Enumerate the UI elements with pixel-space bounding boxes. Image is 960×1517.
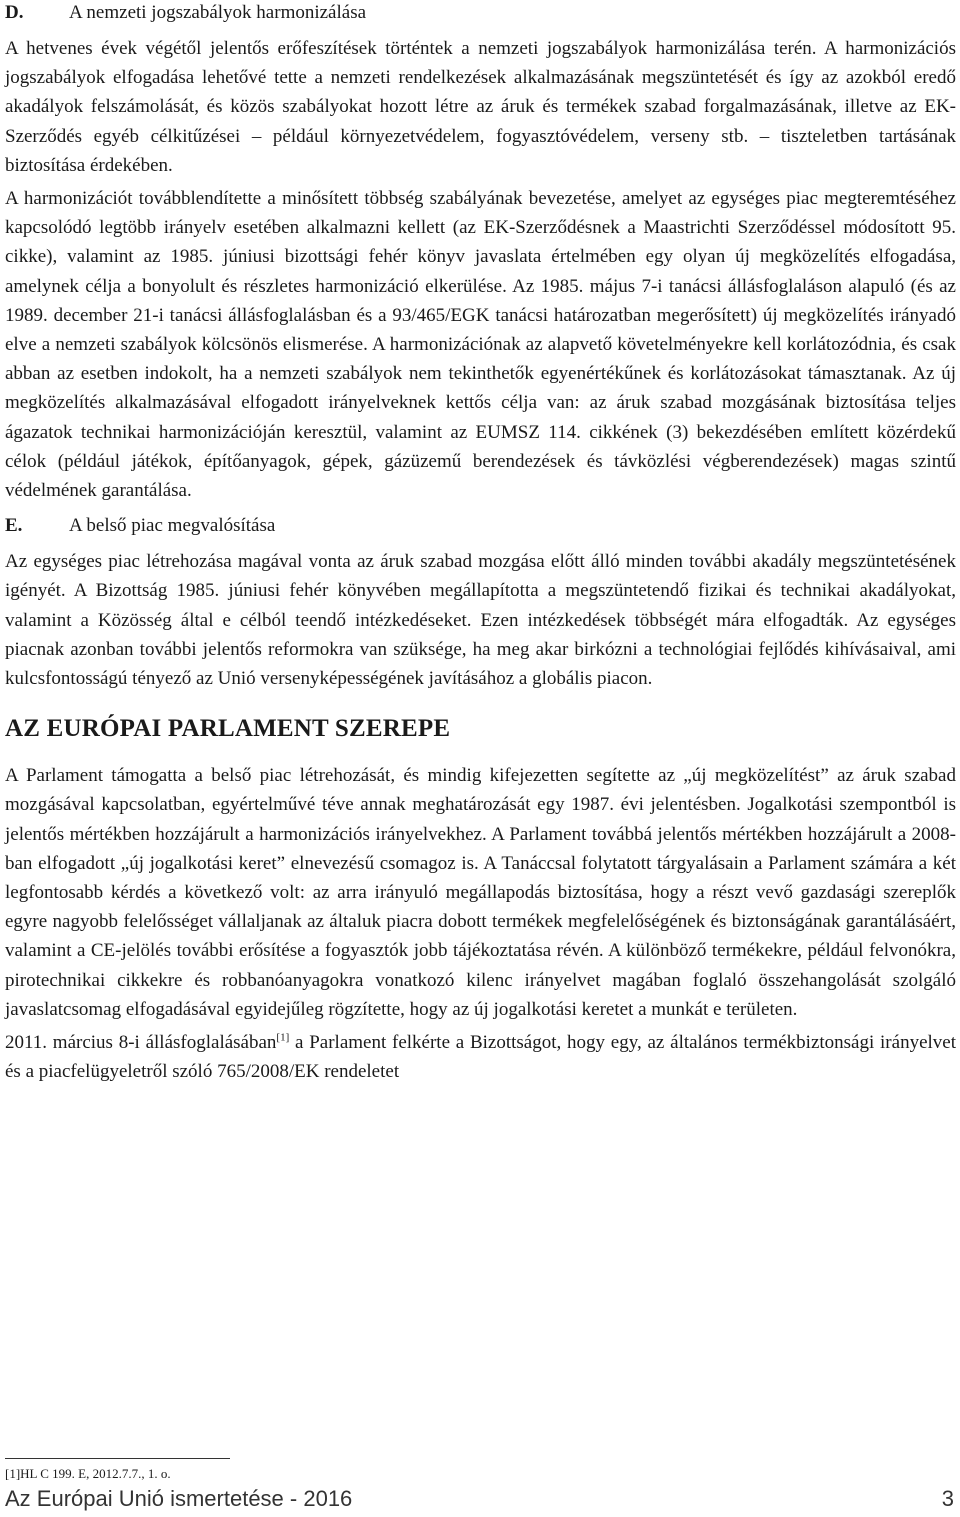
section-d-title: A nemzeti jogszabályok harmonizálása bbox=[69, 2, 367, 23]
parliament-p2-rest: a Parlament felkérte a Bizottságot, hogy egy, az általános termékbiztonsági irányelvet és a piacfelügyeletről szóló 765/2008/EK rendeletet bbox=[5, 1032, 956, 1083]
section-e-paragraph-1: Az egységes piac létrehozása magával vonta az áruk szabad mozgása előtt álló minden további akadály megszüntetésének igényét. A Bizottság 1985. júniusi fehér könyvében megállapította a megszüntetendő fizikai és technikai akadályokat, valamint a Közösség által e célból teendő intézkedéseket. Ezen intézkedések többségét mára elfogadták. Az egységes piacnak azonban további jelentős reformokra van szüksége, ha meg akar birkózni a technológiai fejlődés kihívásaival, ami kulcsfontosságú tényező az Unió versenyképességének javításához a globális piacon. bbox=[5, 551, 956, 690]
document-page bbox=[5, 0, 956, 1087]
parliament-role-heading: AZ EURÓPAI PARLAMENT SZEREPE bbox=[5, 715, 451, 743]
parliament-paragraph-2 bbox=[5, 1028, 956, 1086]
footnote-divider bbox=[5, 1458, 230, 1459]
footnote-text: [1]HL C 199. E, 2012.7.7., 1. o. bbox=[5, 1466, 171, 1481]
parliament-paragraph-1: A Parlament támogatta a belső piac létrehozását, és mindig kifejezetten segítette az „új megközelítést” az áruk szabad mozgásával kapcsolatban, egyértelművé téve annak meghatározását egy 1987. évi jelentésben. Jogalkotási szempontból is jelentős mértékben hozzájárult a harmonizációs irányelvekhez. A Parlament továbbá jelentős mértékben hozzájárult a 2008-ban elfogadott „új jogalkotási keret” elnevezésű csomagoz is. A Tanáccsal folytatott tárgyalásain a Parlament számára a két legfontosabb kérdés a következő volt: az arra irányuló megállapodás biztosítása, hogy a részt vevő gazdasági szereplők egyre nagyobb felelősséget vállaljanak az általuk piacra dobott termékek megfelelőségének és biztonságának garantálásáért, valamint a CE-jelölés további erősítése a fogyasztók jobb tájékoztatása révén. A különböző termékekre, például felvonókra, pirotechnikai cikkekre és robbanóanyagokra vonatkozó kilenc irányelvet magában foglaló összehangolását szolgáló javaslatcsomag elfogadásával egyidejűleg rögzítette, hogy az új jogalkotási keretet a munkát e területen. bbox=[5, 765, 956, 1020]
section-e-letter: E. bbox=[5, 515, 23, 537]
section-e-heading bbox=[5, 513, 956, 539]
page-number: 3 bbox=[941, 1486, 954, 1511]
footnote-reference-link[interactable]: [1] bbox=[276, 1031, 290, 1044]
section-d-letter: D. bbox=[5, 2, 24, 23]
section-d-paragraph-1: A hetvenes évek végétől jelentős erőfeszítések történtek a nemzeti jogszabályok harmonizálása terén. A harmonizációs jogszabályok elfogadása lehetővé tette a nemzeti rendelkezések alkalmazásának megszüntetését és így az azokból eredő akadályok felszámolását, és közös szabályokat hozott létre az áruk és termékek szabad forgalmazásának, illetve az EK-Szerződés egyéb célkitűzései – például környezetvédelem, fogyasztóvédelem, verseny stb. – tiszteletben tartásának biztosítása érdekében. bbox=[5, 38, 956, 176]
section-e-title: A belső piac megvalósítása bbox=[69, 515, 276, 537]
section-d-paragraph-2: A harmonizációt továbblendítette a minősített többség szabályának bevezetése, amelyet az egységes piac megteremtéséhez kapcsolódó legtöbb irányelv esetében alkalmazni kellett (az EK-Szerződésnek a Maastrichti Szerződéssel módosított 95. cikke), valamint az 1985. júniusi bizottsági fehér könyv javaslata értelmében egy olyan új megközelítés elfogadása, amelynek célja a bonyolult és részletes harmonizáció elkerülése. Az 1985. május 7-i tanácsi állásfoglaláson alapuló (és az 1989. december 21-i tanácsi állásfoglalásban és a 93/465/EGK tanácsi határozatban megerősített) új megközelítés irányadó elve a nemzeti szabályok kölcsönös elismerése. A harmonizációnak az alapvető követelményekre kell korlátozódnia, és csak abban az esetben indokolt, ha a nemzeti szabályok nem tekinthetők egyenértékűnek és korlátozásokat támasztanak. Az új megközelítés alkalmazásával elfogadott irányelveknek kettős célja van: az áruk szabad mozgásának biztosítása teljes ágazatok technikai harmonizációján keresztül, valamint az EUMSZ 114. cikkének (3) bekezdésében említett közérdekű célok (például játékok, építőanyagok, gépek, gázüzemű berendezések és távközlési végberendezések) magas szintű védelmének garantálása. bbox=[5, 188, 956, 502]
section-d-heading bbox=[5, 0, 956, 26]
parliament-p2-start: 2011. március 8-i állásfoglalásában bbox=[5, 1032, 277, 1054]
footer-title: Az Európai Unió ismertetése - 2016 bbox=[5, 1486, 353, 1511]
